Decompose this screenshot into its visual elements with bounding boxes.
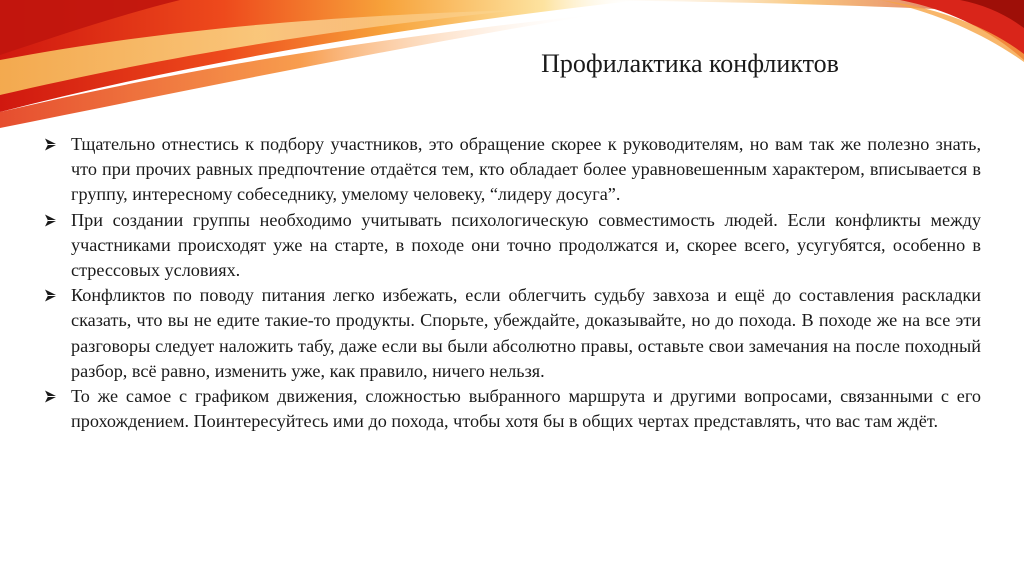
bullet-item xyxy=(44,132,981,208)
bullet-text: Конфликтов по поводу питания легко избежать, если облегчить судьбу завхоза и ещё до составления раскладки сказать, что вы не едите такие-то продукты. Спорьте, убеждайте, доказывайте, но до похода. В походе же на все эти разговоры следует наложить табу, даже если вы были абсолютно правы, оставьте свои замечания на после походный разбор, всё равно, изменить уже, как правило, ничего нельзя. xyxy=(71,285,981,381)
arrowhead-bullet-icon xyxy=(44,138,58,151)
arrowhead-bullet-icon xyxy=(44,390,58,403)
arrowhead-bullet-icon xyxy=(44,214,58,227)
arrowhead-bullet-icon xyxy=(44,289,58,302)
bullet-item xyxy=(44,384,981,434)
bullet-text: То же самое с графиком движения, сложностью выбранного маршрута и другими вопросами, связанными с его прохождением. Поинтересуйтесь ими до похода, чтобы хотя бы в общих чертах представлять, что вас там ждёт. xyxy=(71,386,981,432)
bullet-list xyxy=(44,132,981,434)
bullet-text: При создании группы необходимо учитывать психологическую совместимость людей. Если конфликты между участниками происходят уже на старте, в походе они точно продолжатся и, скорее всего, усугубятся, особенно в стрессовых условиях. xyxy=(71,209,981,281)
slide-title: Профилактика конфликтов xyxy=(541,49,839,78)
bullet-text: Тщательно отнестись к подбору участников, это обращение скорее к руководителям, но вам так же полезно знать, что при прочих равных предпочтение отдаётся тем, кто обладает более уравновешенным характером, вписывается в группу, интересному собеседнику, умелому человеку, “лидеру досуга”. xyxy=(71,134,981,205)
bullet-item xyxy=(44,208,981,284)
bullet-item xyxy=(44,283,981,384)
